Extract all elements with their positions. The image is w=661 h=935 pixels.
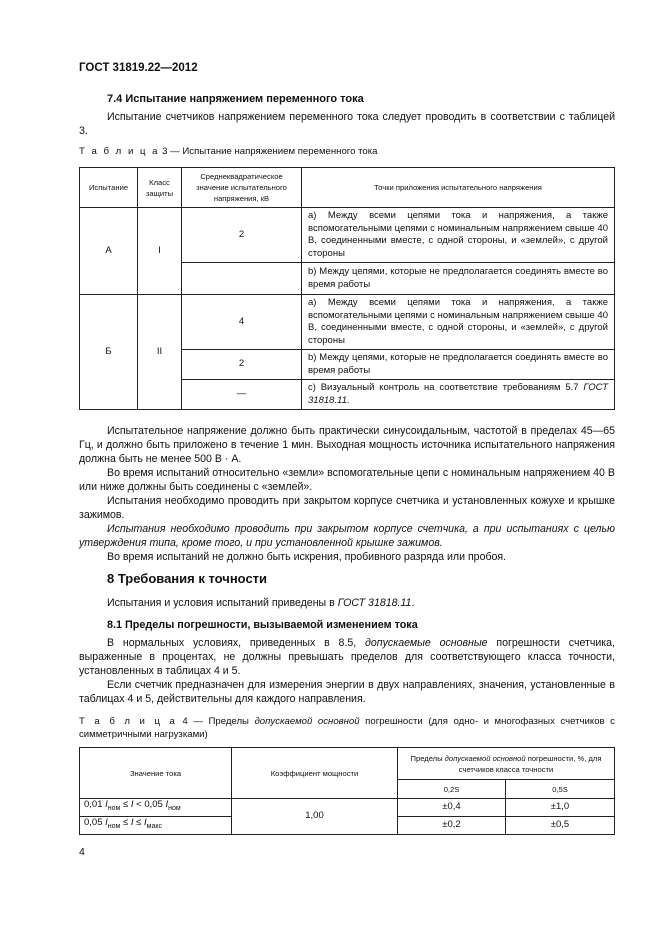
table3-header-row: [80, 168, 615, 208]
table3-points: с) Визуальный контроль на соответствие требованиям 5.7 ГОСТ 31818.11.: [302, 380, 615, 410]
table-row: [80, 208, 615, 263]
body-paragraph-1: Испытательное напряжение должно быть практически синусоидальным, частотой в пределах 45—65 Гц, и должно быть приложено в течение 1 мин. Выходная мощность источника испытательного напряжения должна быть не менее 500 В · А.: [79, 425, 615, 465]
table3-header-points: Точки приложения испытательного напряжения: [302, 168, 615, 208]
section-8-1-p1-italic: допускаемые основные: [365, 637, 488, 649]
section-8-1-p1-start: В нормальных условиях, приведенных в 8.5,: [107, 637, 366, 649]
table3-voltage: [182, 263, 302, 295]
table4-caption-prefix: Т а б л и ц а: [79, 716, 177, 727]
table3-points: а) Между всеми цепями тока и напряжения, а также вспомогательными цепями с номинальным напряжением свыше 40 В, соединенными вместе, с одной стороны, и «землей», с другой стороны: [302, 295, 615, 350]
table4-header-limits: [398, 748, 615, 780]
section-8-intro-end: .: [411, 597, 415, 609]
section-7-4-intro: Испытание счетчиков напряжением переменного тока следует проводить в соответствии с таблицей 3.: [79, 111, 615, 137]
table3-caption-text: 3 — Испытание напряжением переменного тока: [162, 146, 378, 157]
section-8-1-heading: 8.1 Пределы погрешности, вызываемой изменением тока: [107, 619, 418, 631]
table3-points-ref: ГОСТ 31818.11: [308, 382, 609, 406]
section-7-4-heading: 7.4 Испытание напряжением переменного тока: [107, 93, 364, 105]
table3-points-text: с) Визуальный контроль на соответствие требованиям 5.7: [308, 382, 579, 393]
table3-class-2: II: [138, 295, 182, 410]
body-paragraph-5: Во время испытаний не должно быть искрения, пробивного разряда или пробоя.: [107, 551, 507, 563]
table4-limit-02s: ±0,4: [398, 799, 506, 817]
table3-points: b) Между цепями, которые не предполагается соединять вместе во время работы: [302, 350, 615, 380]
subscript-maks: макс: [146, 823, 162, 831]
symbol-i: I: [105, 817, 108, 829]
table3-test-a: А: [80, 208, 138, 295]
table4-header-current: Значение тока: [80, 748, 232, 799]
body-paragraph-4: Испытания необходимо проводить при закрытом корпусе счетчика, а при испытаниях с целью утверждения типа, кроме того, и при установленной крышке зажимов.: [79, 523, 615, 549]
symbol-i: I: [130, 817, 134, 829]
table4-cur-c: ≤: [133, 817, 144, 829]
table4-header-class-05s: 0,5S: [506, 780, 615, 799]
table3-header-class: Класс защиты: [138, 168, 182, 208]
section-8-intro-text: Испытания и условия испытаний приведены в: [107, 597, 338, 609]
section-8-intro-ref: ГОСТ 31818.11: [337, 597, 412, 609]
symbol-i: I: [144, 817, 147, 829]
body-paragraph-2: Во время испытаний относительно «земли» вспомогательные цепи с номинальным напряжением 40 В или ниже должны быть соединены с «землей».: [79, 467, 615, 493]
table3-voltage: —: [182, 380, 302, 410]
table4-cur-b: ≤: [120, 817, 131, 829]
table3-voltage: 4: [182, 295, 302, 350]
page-number: 4: [79, 846, 85, 858]
table3-test-b: Б: [80, 295, 138, 410]
table4-caption: [79, 715, 615, 741]
table4-header-limits-a: Пределы: [410, 753, 445, 763]
subscript-nom: ном: [107, 805, 121, 813]
table3: [79, 167, 615, 410]
symbol-i: I: [105, 799, 108, 811]
table4-caption-b: погрешности (для одно- и многофазных счетчиков с симметричными нагрузками): [79, 716, 615, 740]
table4-limit-05s: ±0,5: [506, 817, 615, 835]
table4-cur-c: < 0,05: [133, 799, 166, 811]
table4-current-range: [80, 799, 232, 817]
table3-class-1: I: [138, 208, 182, 295]
section-8-1-paragraph-1: [79, 636, 615, 678]
table3-voltage: 2: [182, 350, 302, 380]
subscript-nom: ном: [168, 805, 181, 813]
table4-cur-b: ≤: [120, 799, 131, 811]
table4: [79, 747, 615, 835]
table-row: [80, 295, 615, 350]
section-8-heading: 8 Требования к точности: [107, 571, 268, 586]
table3-voltage: 2: [182, 208, 302, 263]
table3-caption-prefix: Т а б л и ц а: [79, 146, 160, 157]
table3-caption: [79, 145, 377, 158]
body-paragraph-3: Испытания необходимо проводить при закрытом корпусе счетчика и установленных кожухе и крышке зажимов.: [79, 495, 615, 521]
table4-header-pf: Коэффициент мощности: [232, 748, 398, 799]
table4-header-limits-italic: допускаемой основной: [444, 753, 526, 763]
table4-header-limits-b: погрешности, %, для счетчиков класса точности: [458, 753, 602, 774]
section-8-intro: [79, 596, 615, 610]
table4-cur-a: 0,01: [84, 799, 106, 811]
symbol-i: I: [165, 799, 169, 811]
table4-header-row: [80, 748, 615, 780]
table4-limit-02s: ±0,2: [398, 817, 506, 835]
section-8-1-paragraph-2: Если счетчик предназначен для измерения энергии в двух направлениях, значения, установленные в таблицах 4 и 5, действительны для каждого направления.: [79, 679, 615, 705]
section-8-1-p1-end: погрешности счетчика, выраженные в процентах, не должны превышать пределов для соответствующего класса точности, установленных в таблицах 4 и 5.: [79, 637, 615, 677]
table4-limit-05s: ±1,0: [506, 799, 615, 817]
table4-power-factor: 1,00: [232, 799, 398, 835]
table4-caption-a: 4 — Пределы: [182, 716, 255, 727]
table-row: [80, 799, 615, 817]
document-header: ГОСТ 31819.22—2012: [79, 62, 198, 74]
subscript-nom: ном: [107, 823, 121, 831]
table4-caption-italic: допускаемой основной: [254, 716, 360, 727]
table4-current-range: [80, 817, 232, 835]
table3-header-voltage: Среднеквадратическое значение испытательного напряжения, кВ: [182, 168, 302, 208]
table3-header-test: Испытание: [80, 168, 138, 208]
table4-header-class-02s: 0,2S: [398, 780, 506, 799]
table3-points: а) Между всеми цепями тока и напряжения, а также вспомогательными цепями с номинальным напряжением свыше 40 В, соединенными вместе, с одной стороны, и «землей», с другой стороны: [302, 208, 615, 263]
table3-points: b) Между цепями, которые не предполагается соединять вместе во время работы: [302, 263, 615, 295]
symbol-i: I: [130, 799, 134, 811]
table4-cur-a: 0,05: [84, 817, 106, 829]
